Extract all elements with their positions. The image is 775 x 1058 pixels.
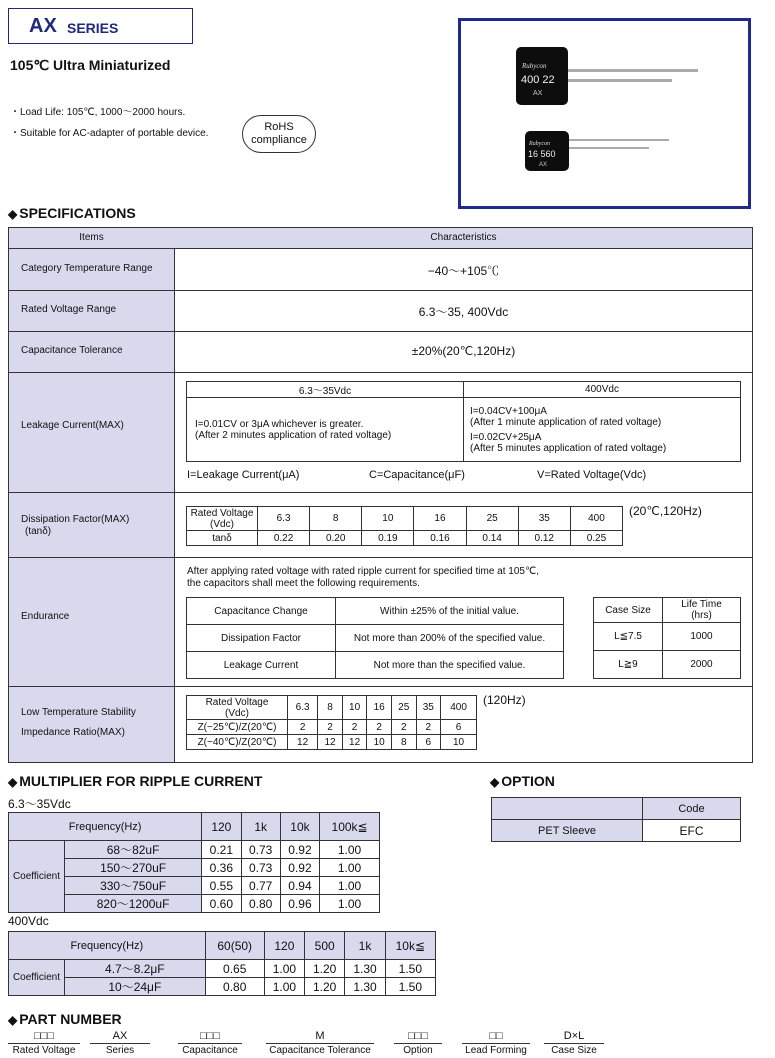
freq: 60(50) bbox=[205, 932, 264, 960]
diamond-icon: ◆ bbox=[490, 775, 500, 789]
freq: 1k bbox=[241, 813, 280, 841]
df-volt: 6.3 bbox=[258, 507, 310, 531]
option-title bbox=[490, 773, 555, 789]
lt-val: 2 bbox=[416, 720, 441, 735]
bullet-suitable: ・Suitable for AC-adapter of portable device. bbox=[10, 128, 209, 139]
pn-bot: Option bbox=[394, 1043, 442, 1056]
ripple-title bbox=[8, 773, 262, 789]
ripple-t1-caption: 6.3～35Vdc bbox=[8, 797, 71, 811]
coef: 1.00 bbox=[264, 960, 304, 978]
df-volt: 10 bbox=[362, 507, 414, 531]
cap1-brand: Rubycon bbox=[522, 62, 547, 70]
legend-i: I=Leakage Current(μA) bbox=[187, 469, 300, 481]
pn-capacitance bbox=[178, 1030, 242, 1056]
lt-volt: 35 bbox=[416, 696, 441, 720]
ripple-t2-caption: 400Vdc bbox=[8, 914, 49, 928]
coef: 1.20 bbox=[305, 978, 345, 996]
head-items: Items bbox=[79, 232, 104, 243]
pn-top: □□□ bbox=[200, 1030, 220, 1042]
coef: 0.77 bbox=[241, 877, 280, 895]
coef: 0.73 bbox=[241, 859, 280, 877]
cap-range: 10～24μF bbox=[65, 978, 206, 996]
coef: 1.30 bbox=[345, 960, 385, 978]
df-volt: 35 bbox=[518, 507, 570, 531]
option-title-text: OPTION bbox=[501, 773, 555, 789]
ripple-table-2 bbox=[8, 931, 436, 996]
legend-c: C=Capacitance(μF) bbox=[369, 469, 465, 481]
df-h2: (Vdc) bbox=[210, 518, 234, 530]
df-tan-label: tanδ bbox=[187, 531, 258, 546]
row-tol-value: ±20%(20℃,120Hz) bbox=[411, 344, 516, 358]
freq: 10k bbox=[280, 813, 319, 841]
lt-val: 6 bbox=[441, 720, 477, 735]
cap-range: 820～1200uF bbox=[65, 895, 202, 913]
coef: 0.36 bbox=[202, 859, 241, 877]
cap-range: 68～82uF bbox=[65, 841, 202, 859]
row-tol-label: Capacitance Tolerance bbox=[21, 345, 123, 356]
bullet-load-life: ・Load Life: 105℃, 1000～2000 hours. bbox=[10, 107, 186, 118]
coef: 1.50 bbox=[385, 978, 435, 996]
life-hours: 1000 bbox=[663, 623, 741, 651]
rohs-badge bbox=[242, 115, 316, 153]
lt-volt: 400 bbox=[441, 696, 477, 720]
df-val: 0.20 bbox=[310, 531, 362, 546]
option-code: EFC bbox=[643, 820, 741, 842]
coef: 0.55 bbox=[202, 877, 241, 895]
coef: 0.92 bbox=[280, 859, 319, 877]
coef: 0.65 bbox=[205, 960, 264, 978]
ripple-table-1 bbox=[8, 812, 380, 913]
cap2-series: AX bbox=[539, 162, 548, 168]
lt-val: 2 bbox=[367, 720, 392, 735]
row-temp-label: Category Temperature Range bbox=[21, 263, 153, 274]
spec-title-text: SPECIFICATIONS bbox=[19, 205, 136, 221]
pn-lead-forming bbox=[462, 1030, 530, 1056]
freq: 10k≦ bbox=[385, 932, 435, 960]
legend-v: V=Rated Voltage(Vdc) bbox=[537, 469, 647, 481]
cap1-value: 400 22 bbox=[521, 74, 555, 86]
lt-volt: 25 bbox=[391, 696, 416, 720]
cap-range: 150～270uF bbox=[65, 859, 202, 877]
df-table bbox=[186, 506, 623, 546]
series-code: AX bbox=[29, 15, 57, 37]
coef: 1.30 bbox=[345, 978, 385, 996]
part-title-text: PART NUMBER bbox=[19, 1011, 122, 1027]
pn-bot: Lead Forming bbox=[462, 1043, 530, 1056]
life-case: L≦7.5 bbox=[594, 623, 663, 651]
head-characteristics: Characteristics bbox=[430, 232, 497, 243]
lt-val: 2 bbox=[391, 720, 416, 735]
end-value: Not more than 200% of the specified value. bbox=[336, 625, 564, 652]
coef: 0.94 bbox=[280, 877, 319, 895]
leakage-c2a: I=0.04CV+100μA bbox=[470, 405, 547, 417]
pn-bot: Case Size bbox=[544, 1043, 604, 1056]
coef: 0.80 bbox=[205, 978, 264, 996]
coef: 0.21 bbox=[202, 841, 241, 859]
life-hours: 2000 bbox=[663, 651, 741, 679]
lt-val: 10 bbox=[367, 735, 392, 750]
lt-val: 12 bbox=[318, 735, 343, 750]
df-h1: Rated Voltage bbox=[190, 507, 254, 519]
leakage-table bbox=[186, 381, 741, 462]
endurance-text2: the capacitors shall meet the following requirements. bbox=[187, 578, 420, 589]
coef: 0.73 bbox=[241, 841, 280, 859]
leakage-c1b: (After 2 minutes application of rated voltage) bbox=[195, 429, 392, 441]
pn-top: AX bbox=[112, 1030, 128, 1042]
df-volt: 400 bbox=[570, 507, 622, 531]
leakage-label: Leakage Current(MAX) bbox=[21, 420, 124, 431]
diamond-icon: ◆ bbox=[8, 775, 18, 789]
option-table bbox=[491, 797, 741, 842]
lt-volt: 16 bbox=[367, 696, 392, 720]
row-voltage-value: 6.3～35, 400Vdc bbox=[418, 305, 509, 319]
df-volt: 8 bbox=[310, 507, 362, 531]
diamond-icon: ◆ bbox=[8, 207, 18, 221]
leakage-c1a: I=0.01CV or 3μA whichever is greater. bbox=[195, 418, 364, 430]
part-title bbox=[8, 1011, 122, 1027]
freq-label: Frequency(Hz) bbox=[9, 813, 202, 841]
lt-val: 6 bbox=[416, 735, 441, 750]
endurance-text1: After applying rated voltage with rated ripple current for specified time at 105℃, bbox=[187, 566, 539, 577]
leakage-c2d: (After 5 minutes application of rated voltage) bbox=[470, 442, 667, 454]
option-name: PET Sleeve bbox=[492, 820, 643, 842]
leakage-col1: 6.3～35Vdc bbox=[187, 382, 464, 398]
coef: 0.60 bbox=[202, 895, 241, 913]
row-voltage-label: Rated Voltage Range bbox=[21, 304, 117, 315]
df-val: 0.16 bbox=[414, 531, 466, 546]
lt-r2: Z(−40℃)/Z(20℃) bbox=[187, 735, 288, 750]
leakage-col2: 400Vdc bbox=[464, 382, 741, 398]
df-val: 0.19 bbox=[362, 531, 414, 546]
coef: 1.00 bbox=[320, 877, 380, 895]
life-table bbox=[593, 597, 741, 679]
lt-table bbox=[186, 695, 477, 750]
cap-range: 330～750uF bbox=[65, 877, 202, 895]
lt-val: 10 bbox=[441, 735, 477, 750]
lt-volt: 8 bbox=[318, 696, 343, 720]
cap1-series: AX bbox=[533, 90, 543, 97]
end-item: Capacitance Change bbox=[187, 598, 336, 625]
end-item: Leakage Current bbox=[187, 652, 336, 679]
pn-tolerance bbox=[266, 1030, 374, 1056]
pn-top: □□□ bbox=[34, 1030, 54, 1042]
freq: 100k≦ bbox=[320, 813, 380, 841]
df-val: 0.14 bbox=[466, 531, 518, 546]
lt-val: 12 bbox=[342, 735, 367, 750]
pn-bot: Rated Voltage bbox=[8, 1043, 80, 1056]
lt-val: 2 bbox=[342, 720, 367, 735]
lt-val: 2 bbox=[288, 720, 318, 735]
df-val: 0.25 bbox=[570, 531, 622, 546]
product-photo bbox=[458, 18, 751, 209]
df-label: Dissipation Factor(MAX) bbox=[21, 514, 130, 525]
pn-top: □□□ bbox=[408, 1030, 428, 1042]
end-value: Within ±25% of the initial value. bbox=[336, 598, 564, 625]
lt-label1: Low Temperature Stability bbox=[21, 707, 136, 718]
freq-label: Frequency(Hz) bbox=[9, 932, 206, 960]
cap2-brand: Rubycon bbox=[529, 141, 550, 147]
cap-range: 4.7～8.2μF bbox=[65, 960, 206, 978]
lt-h2: (Vdc) bbox=[225, 707, 249, 719]
df-volt: 16 bbox=[414, 507, 466, 531]
ripple-title-text: MULTIPLIER FOR RIPPLE CURRENT bbox=[19, 773, 263, 789]
life-case: L≧9 bbox=[594, 651, 663, 679]
lt-val: 8 bbox=[391, 735, 416, 750]
pn-bot: Series bbox=[90, 1043, 150, 1056]
pn-top: D×L bbox=[563, 1030, 585, 1042]
rohs-compliance-text: compliance bbox=[251, 134, 307, 146]
leakage-c2b: (After 1 minute application of rated voltage) bbox=[470, 416, 662, 428]
subtitle: 105℃ Ultra Miniaturized bbox=[10, 57, 171, 73]
coef: 1.50 bbox=[385, 960, 435, 978]
row-temp-value: −40～+105℃ bbox=[427, 264, 500, 278]
life-h2a: Life Time bbox=[681, 599, 722, 610]
lt-val: 12 bbox=[288, 735, 318, 750]
endurance-label: Endurance bbox=[21, 611, 70, 622]
df-volt: 25 bbox=[466, 507, 518, 531]
df-val: 0.22 bbox=[258, 531, 310, 546]
capacitor-illustration bbox=[461, 21, 748, 206]
option-code-head: Code bbox=[643, 798, 741, 820]
endurance-table bbox=[186, 597, 564, 679]
cap2-value: 16 560 bbox=[528, 149, 556, 159]
pn-top: M bbox=[315, 1030, 325, 1042]
lt-volt: 6.3 bbox=[288, 696, 318, 720]
lt-cond: (120Hz) bbox=[483, 693, 526, 707]
pn-top: □□ bbox=[489, 1030, 503, 1042]
lt-val: 2 bbox=[318, 720, 343, 735]
df-val: 0.12 bbox=[518, 531, 570, 546]
spec-head bbox=[9, 228, 752, 249]
series-word: SERIES bbox=[67, 20, 119, 36]
freq: 1k bbox=[345, 932, 385, 960]
lt-label2: Impedance Ratio(MAX) bbox=[21, 727, 125, 738]
pn-series bbox=[90, 1030, 150, 1056]
lt-r1: Z(−25℃)/Z(20℃) bbox=[187, 720, 288, 735]
freq: 500 bbox=[305, 932, 345, 960]
df-cond: (20℃,120Hz) bbox=[629, 504, 702, 518]
coef: 1.00 bbox=[320, 859, 380, 877]
freq: 120 bbox=[264, 932, 304, 960]
coef-label: Coefficient bbox=[9, 841, 65, 913]
coef: 1.00 bbox=[320, 895, 380, 913]
spec-table bbox=[8, 227, 753, 763]
coef: 1.00 bbox=[264, 978, 304, 996]
coef: 1.20 bbox=[305, 960, 345, 978]
freq: 120 bbox=[202, 813, 241, 841]
life-h1: Case Size bbox=[594, 598, 663, 623]
end-item: Dissipation Factor bbox=[187, 625, 336, 652]
spec-title bbox=[8, 205, 136, 221]
rohs-text: RoHS bbox=[264, 121, 294, 133]
coef: 0.92 bbox=[280, 841, 319, 859]
pn-bot: Capacitance Tolerance bbox=[266, 1043, 374, 1056]
coef-label: Coefficient bbox=[9, 960, 65, 996]
coef: 1.00 bbox=[320, 841, 380, 859]
pn-option bbox=[394, 1030, 442, 1056]
leakage-c2c: I=0.02CV+25μA bbox=[470, 431, 542, 443]
pn-rated-voltage bbox=[8, 1030, 80, 1056]
coef: 0.96 bbox=[280, 895, 319, 913]
life-h2b: (hrs) bbox=[691, 610, 712, 621]
lt-volt: 10 bbox=[342, 696, 367, 720]
coef: 0.80 bbox=[241, 895, 280, 913]
diamond-icon: ◆ bbox=[8, 1013, 18, 1027]
pn-case-size bbox=[544, 1030, 604, 1056]
df-label-tan: (tanδ) bbox=[25, 526, 52, 537]
end-value: Not more than the specified value. bbox=[336, 652, 564, 679]
lt-h1: Rated Voltage bbox=[205, 696, 269, 708]
pn-bot: Capacitance bbox=[178, 1043, 242, 1056]
series-box bbox=[8, 8, 193, 44]
